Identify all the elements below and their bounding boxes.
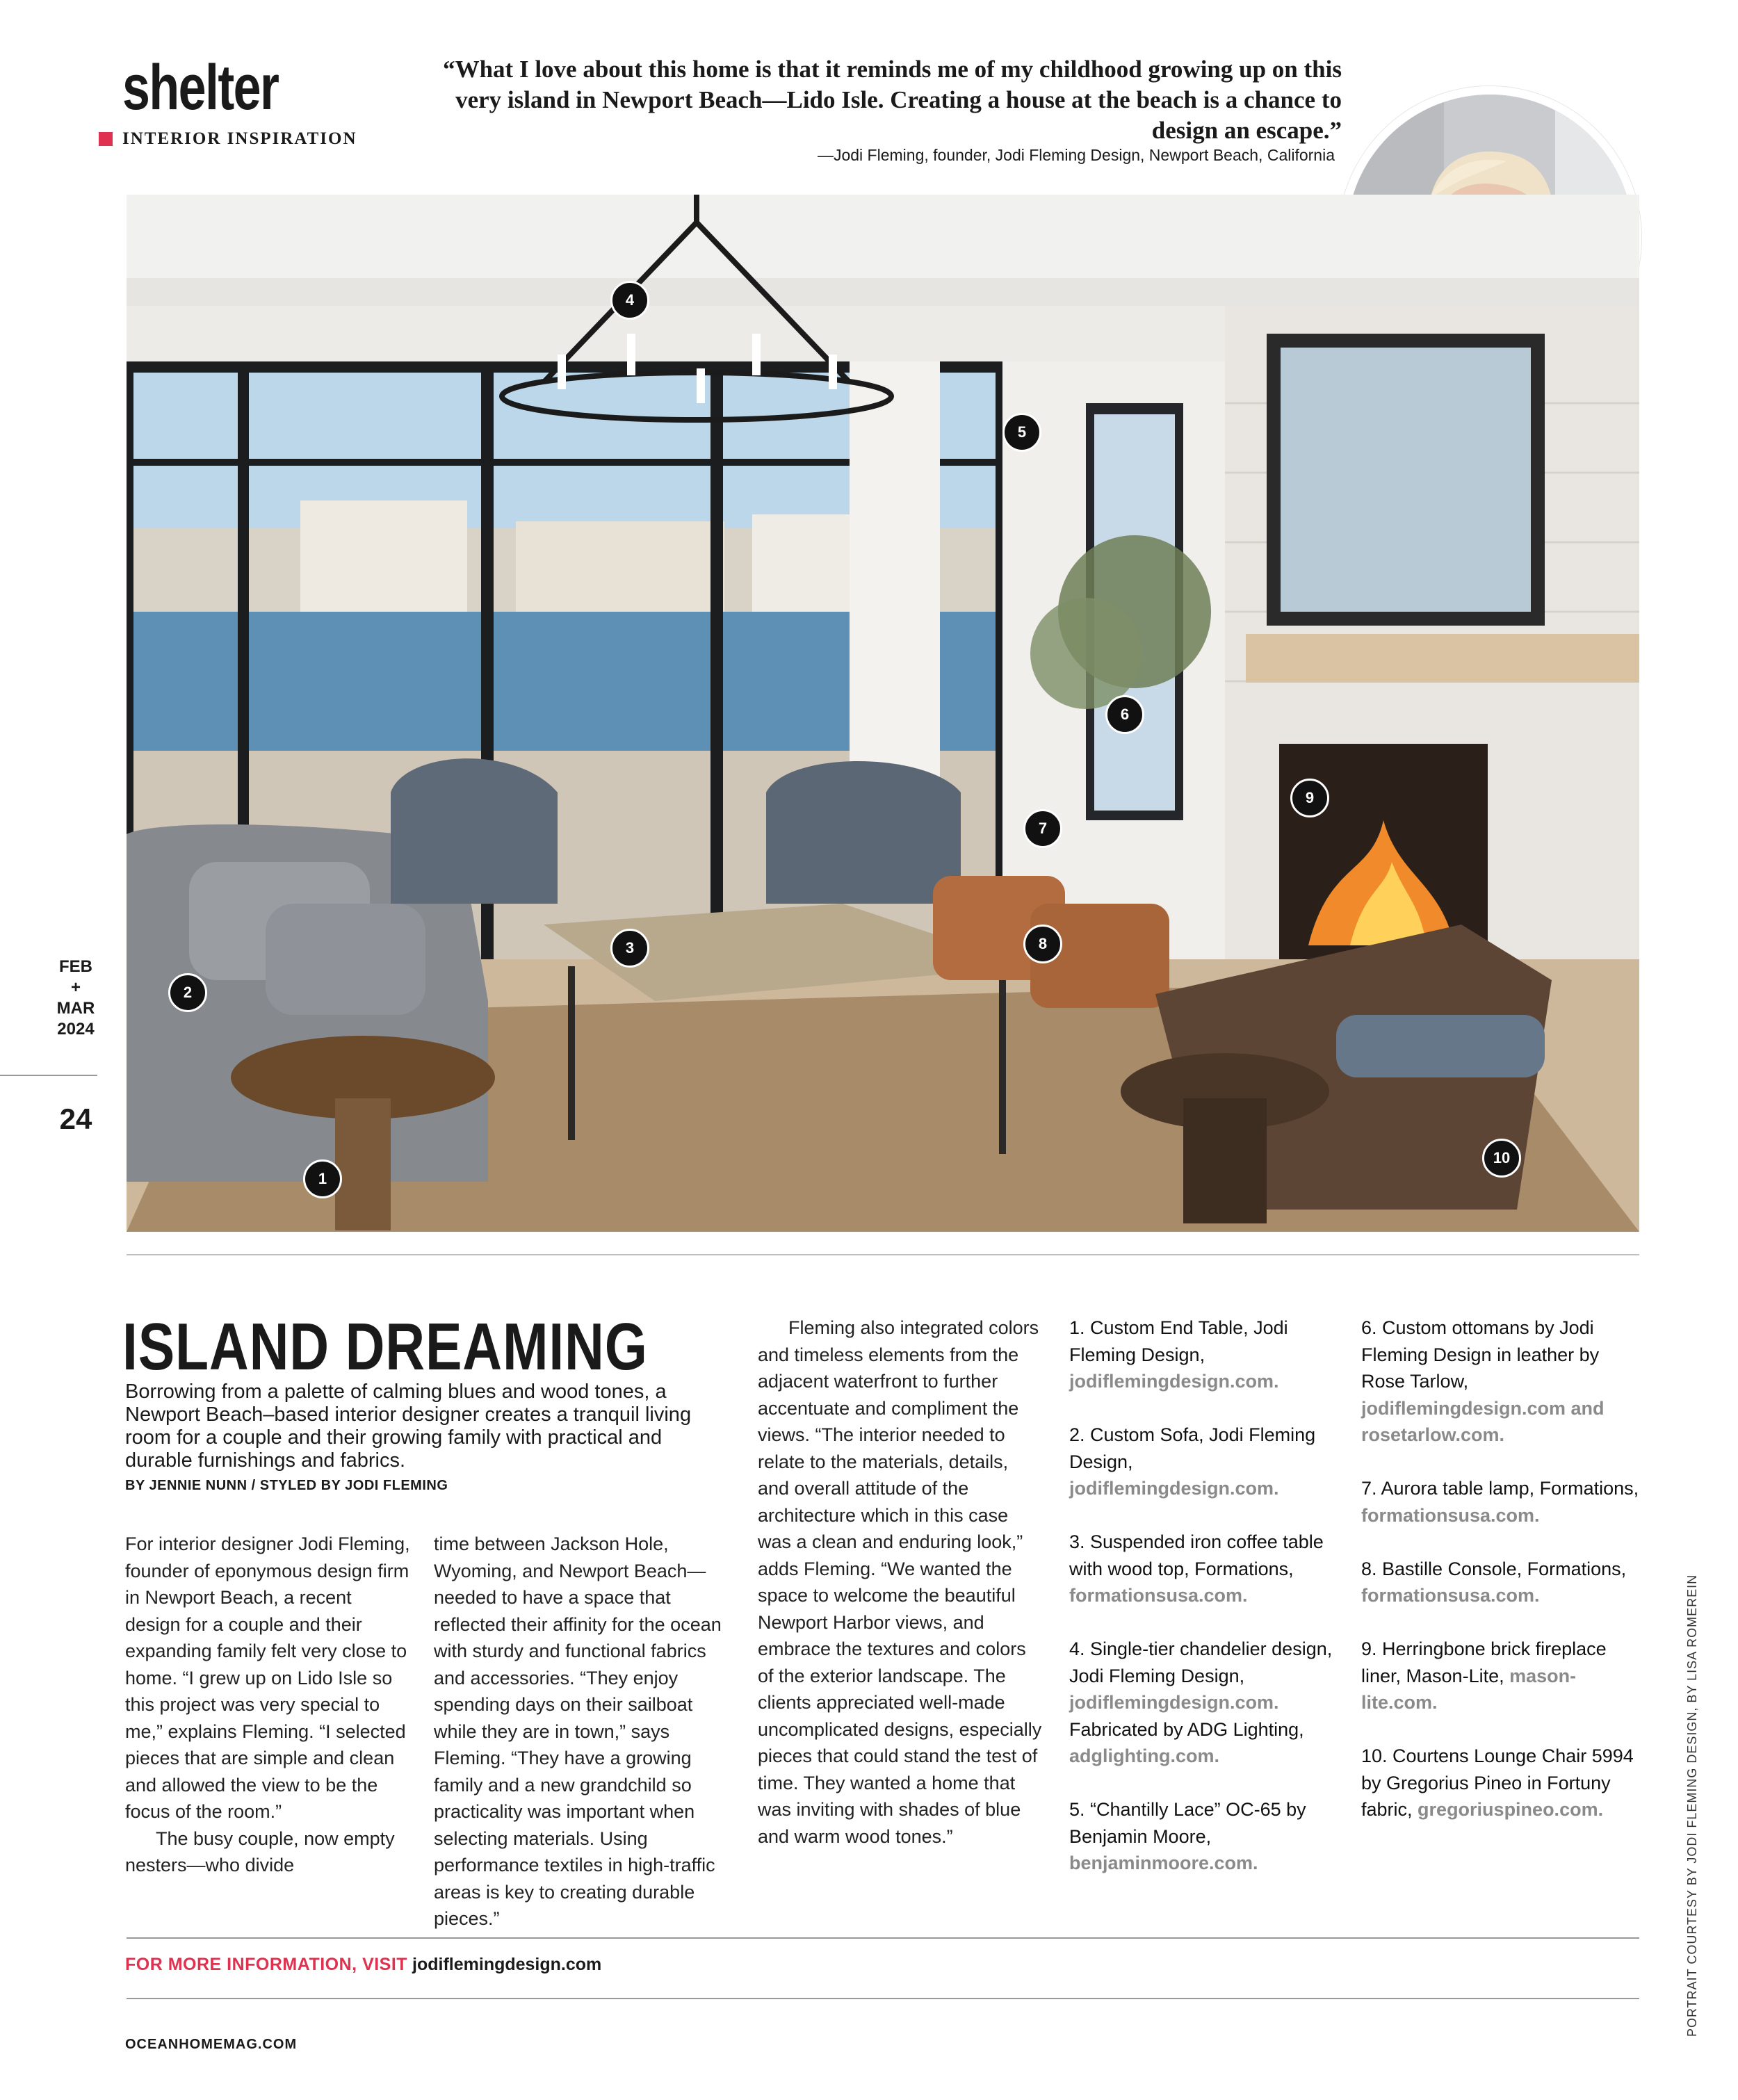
article-byline: BY JENNIE NUNN / STYLED BY JODI FLEMING (125, 1478, 448, 1493)
red-square-icon (99, 132, 113, 146)
credit-link[interactable]: adglighting.com. (1069, 1745, 1219, 1766)
body-column-1 (125, 1531, 410, 1879)
credit-link[interactable]: formationsusa.com. (1361, 1585, 1540, 1606)
credit-link[interactable]: jodiflemingdesign.com. (1069, 1371, 1279, 1392)
credits-column-2 (1361, 1314, 1639, 1850)
credit-item-8: 8. Bastille Console, Formations, formationsusa.com. (1361, 1558, 1627, 1606)
credit-item-9: 9. Herringbone brick fireplace liner, Mason-Lite, mason-lite.com. (1361, 1638, 1607, 1713)
credit-item-10: 10. Courtens Lounge Chair 5994 by Gregorius Pineo in Fortuny fabric, gregoriuspineo.com. (1361, 1745, 1634, 1820)
section-subtitle: INTERIOR INSPIRATION (99, 129, 357, 149)
marker-10: 10 (1482, 1139, 1521, 1178)
living-room-illustration (127, 195, 1639, 1232)
body-paragraph: Fleming also integrated colors and timeless elements from the adjacent waterfront to further accentuate and compliment the views. “The interior needed to relate to the materials, details, and overall attitude of the architecture which in this case was a clean and enduring look,” adds Fleming. “We wanted the space to welcome the beautiful Newport Harbor views, and embrace the textures and colors of the exterior landscape. The clients appreciated well-made uncomplicated designs, especially pieces that could stand the test of time. They wanted a home that was inviting with shades of blue and warm wood tones.” (758, 1317, 1042, 1847)
marker-2: 2 (168, 973, 207, 1012)
quote-attribution: —Jodi Fleming, founder, Jodi Fleming Design, Newport Beach, California (817, 146, 1335, 164)
marker-9: 9 (1290, 779, 1329, 817)
credit-link[interactable]: jodiflemingdesign.com and rosetarlow.com. (1361, 1397, 1605, 1445)
body-paragraph: For interior designer Jodi Fleming, founder of eponymous design firm in Newport Beach, a recent design for a couple and their expanding family felt very close to home. “I grew up on Lido Isle so this project was very special to me,” explains Fleming. “I selected pieces that are simple and clean and allowed the view to be the focus of the room.” (125, 1533, 410, 1822)
credits-column-1 (1069, 1314, 1347, 1903)
credit-link[interactable]: jodiflemingdesign.com. (1069, 1478, 1279, 1499)
living-room-photo (127, 195, 1639, 1232)
body-column-3 (758, 1314, 1043, 1850)
hero-bottom-rule (127, 1254, 1639, 1255)
marker-8: 8 (1023, 925, 1062, 963)
credit-link[interactable]: jodiflemingdesign.com. (1069, 1692, 1279, 1713)
credit-item-4: 4. Single-tier chandelier design, Jodi Fleming Design, jodiflemingdesign.com. Fabricated by ADG Lighting, adglighting.com. (1069, 1638, 1333, 1766)
article-headline: ISLAND DREAMING (122, 1310, 648, 1384)
more-info-link[interactable]: jodiflemingdesign.com (412, 1955, 602, 1974)
page-number: 24 (59, 1102, 92, 1135)
credit-item-7: 7. Aurora table lamp, Formations, formationsusa.com. (1361, 1478, 1639, 1526)
body-paragraph: time between Jackson Hole, Wyoming, and Newport Beach—needed to have a space that reflected their affinity for the ocean with sturdy and functional fabrics and accessories. “They enjoy spending days on their sailboat while they are in town,” says Fleming. “They have a growing family and a new grandchild so practicality was important when selecting materials. Using performance textiles in high-traffic areas is key to creating durable pieces.” (434, 1533, 722, 1929)
footer-rule-bottom (127, 1998, 1639, 1999)
section-title: shelter (122, 52, 279, 123)
credit-link[interactable]: benjaminmoore.com. (1069, 1853, 1258, 1873)
credit-item-6: 6. Custom ottomans by Jodi Fleming Design in leather by Rose Tarlow, jodiflemingdesign.com and rosetarlow.com. (1361, 1317, 1605, 1445)
credit-link[interactable]: mason-lite.com. (1361, 1665, 1577, 1713)
marker-1: 1 (303, 1159, 342, 1198)
issue-date: FEB + MAR 2024 (56, 957, 95, 1039)
marker-3: 3 (610, 929, 649, 968)
marker-4: 4 (610, 281, 649, 320)
credit-item-5: 5. “Chantilly Lace” OC-65 by Benjamin Moore, benjaminmoore.com. (1069, 1799, 1306, 1873)
body-paragraph: The busy couple, now empty nesters—who divide (125, 1828, 395, 1875)
photo-credit: PORTRAIT COURTESY BY JODI FLEMING DESIGN, BY LISA ROMEREIN (1685, 1574, 1699, 2037)
site-url[interactable]: OCEANHOMEMAG.COM (125, 2037, 298, 2052)
marker-7: 7 (1023, 809, 1062, 848)
credit-item-2: 2. Custom Sofa, Jodi Fleming Design, jodiflemingdesign.com. (1069, 1424, 1316, 1499)
more-info-line: FOR MORE INFORMATION, VISIT jodiflemingdesign.com (125, 1955, 602, 1974)
credit-link[interactable]: formationsusa.com. (1361, 1504, 1540, 1526)
marker-6: 6 (1105, 695, 1144, 734)
body-column-2 (434, 1531, 733, 1932)
marker-5: 5 (1002, 413, 1041, 452)
credit-link[interactable]: gregoriuspineo.com. (1418, 1799, 1604, 1820)
article-dek: Borrowing from a palette of calming blues and wood tones, a Newport Beach–based interior designer creates a tranquil living room for a couple and their growing family with practical and durable furnishings and fabrics. (125, 1381, 692, 1472)
date-divider (0, 1075, 97, 1076)
pull-quote: “What I love about this home is that it reminds me of my childhood growing up on this very island in Newport Beach—Lido Isle. Creating a house at the beach is a chance to design an escape.” (443, 56, 1342, 144)
footer-rule-top (127, 1937, 1639, 1939)
credit-item-3: 3. Suspended iron coffee table with wood top, Formations, formationsusa.com. (1069, 1531, 1324, 1606)
credit-item-1: 1. Custom End Table, Jodi Fleming Design, jodiflemingdesign.com. (1069, 1317, 1288, 1392)
credit-link[interactable]: formationsusa.com. (1069, 1585, 1248, 1606)
